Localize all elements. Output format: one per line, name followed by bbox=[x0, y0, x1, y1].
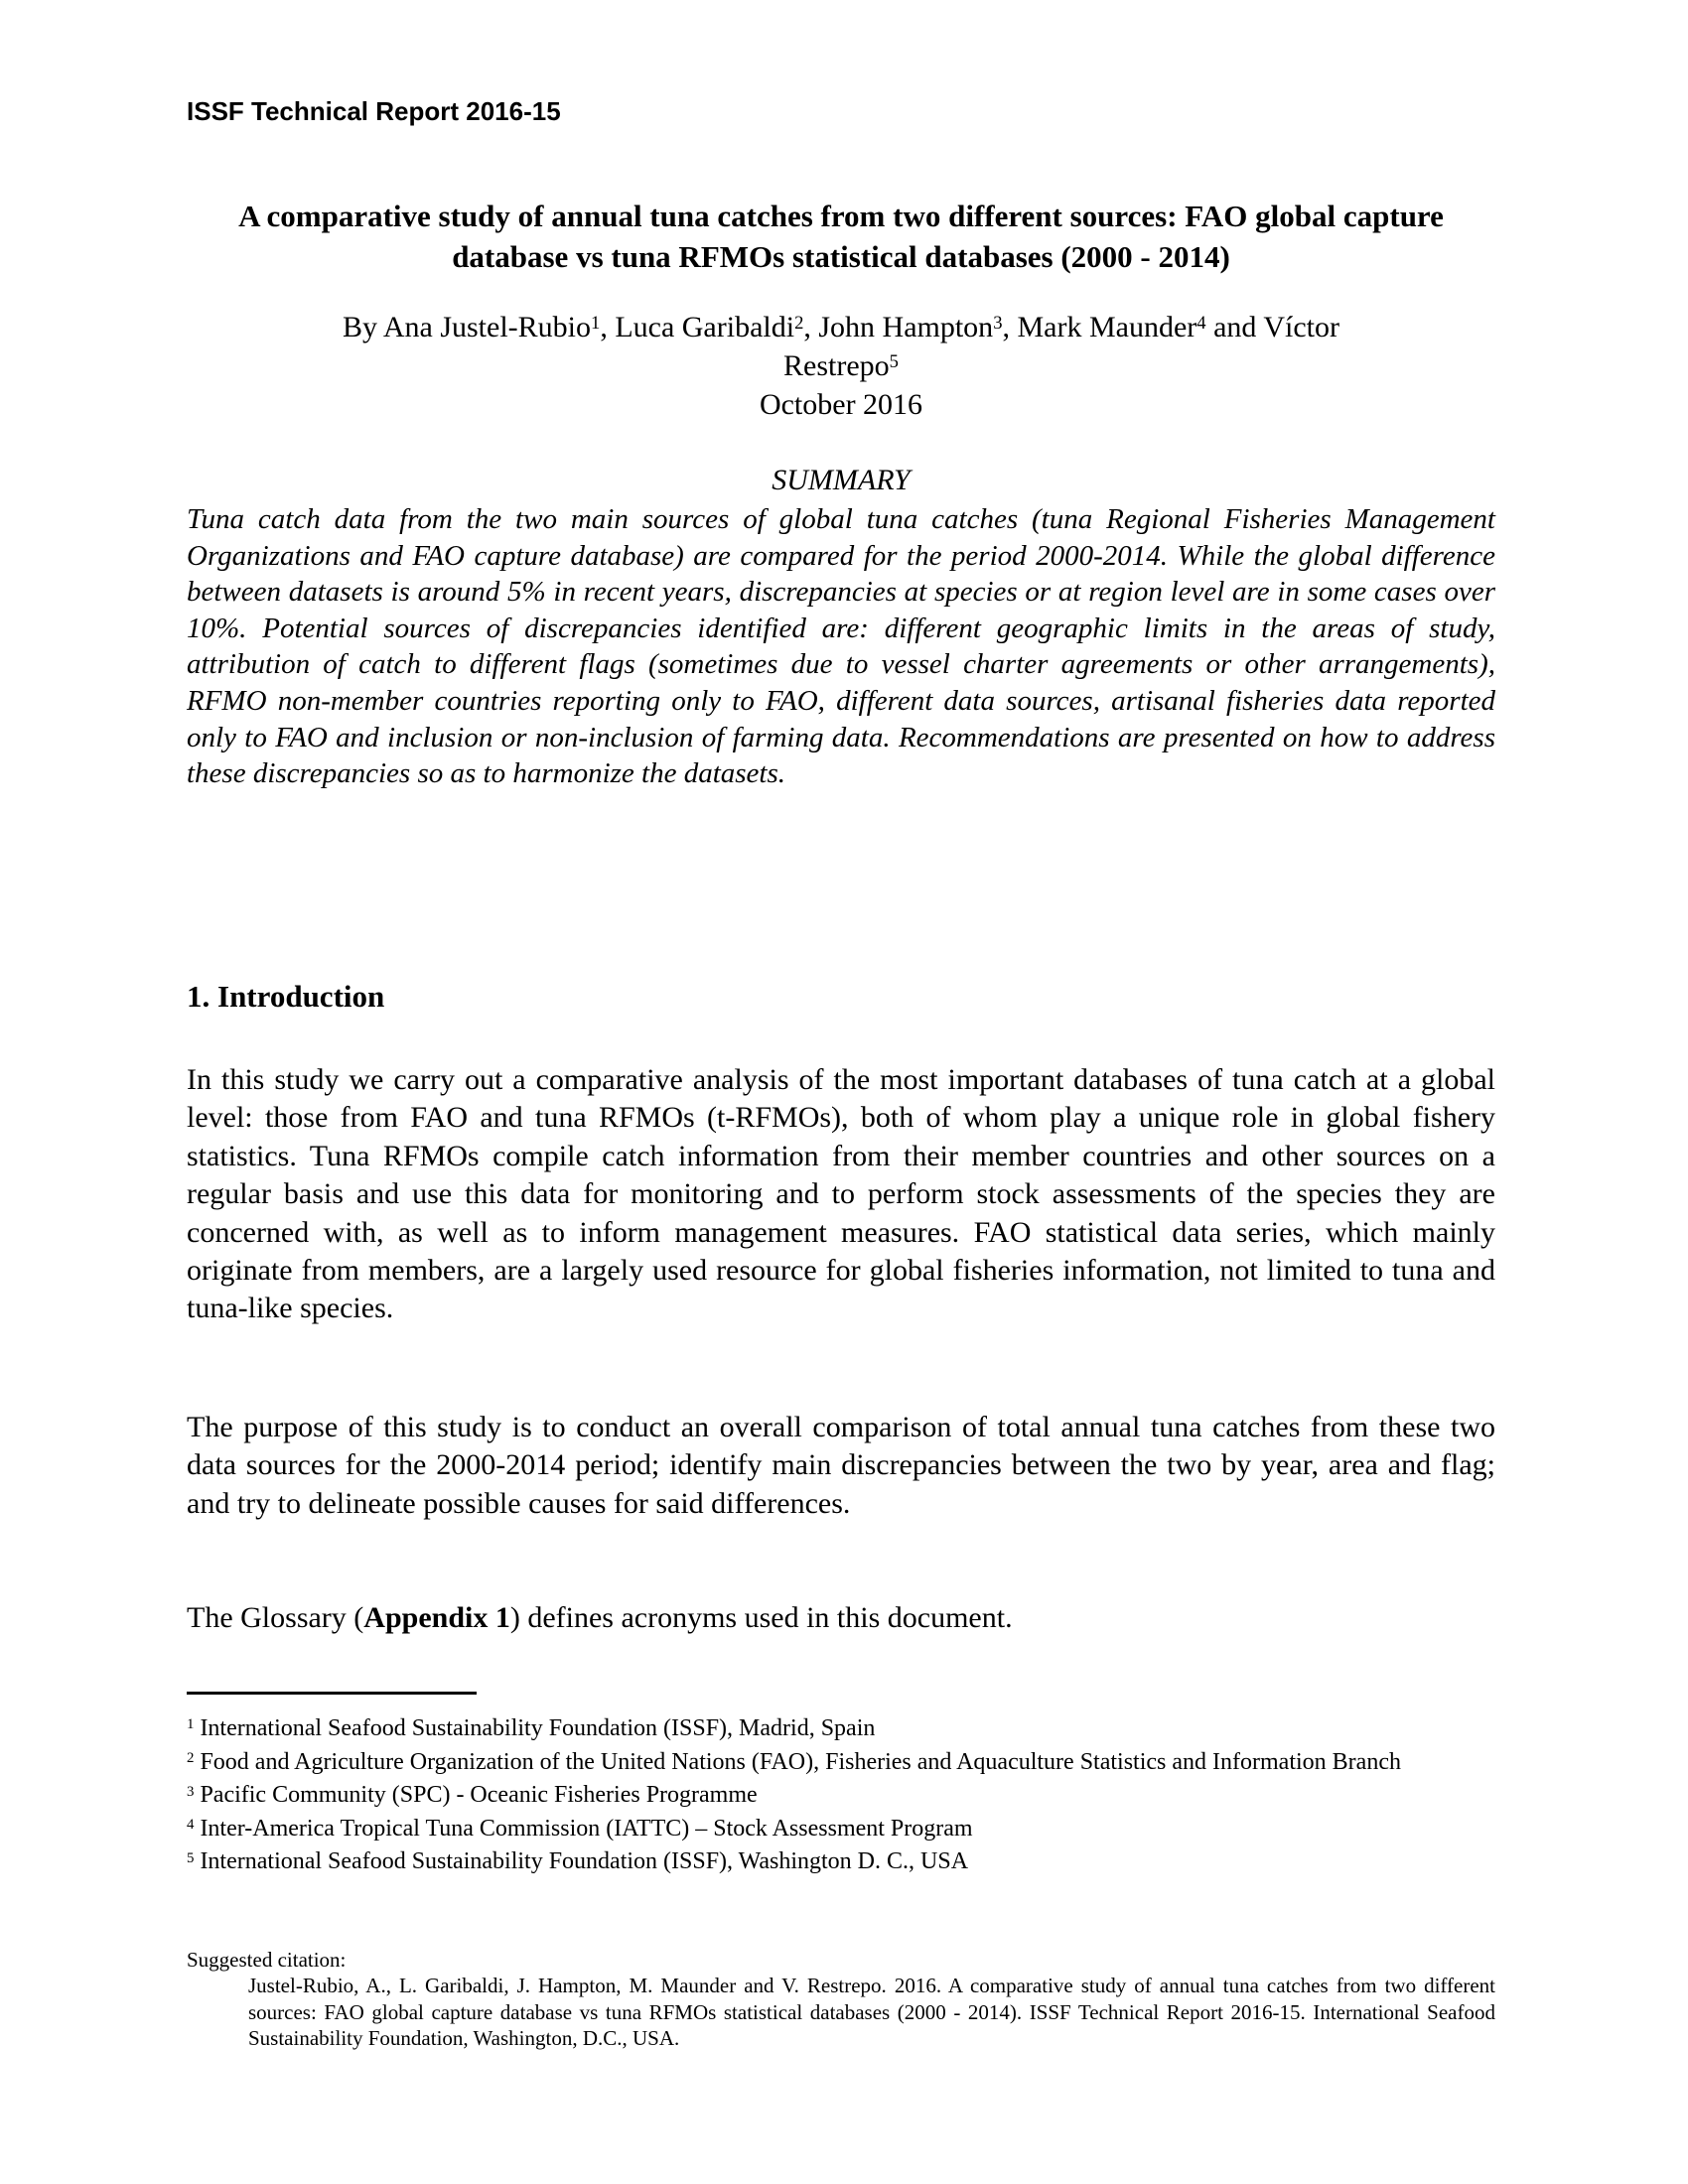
intro-paragraph-1: In this study we carry out a comparative analysis of the most important databases of tuna catch at a global level: those from FAO and tuna RFMOs (t-RFMOs), both of whom play a unique role in global fishery statistics. Tuna RFMOs compile catch information from their member countries and other sources on a regular basis and use this data for monitoring and to perform stock assessments of the species they are concerned with, as well as to inform management measures. FAO statistical data series, which mainly originate from members, are a largely used resource for global fisheries information, not limited to tuna and tuna-like species. bbox=[187, 1063, 1495, 1325]
footnote-marker: 4 bbox=[187, 1817, 195, 1834]
footnote-item: $^2$ Food and Agriculture Organization of the United Nations (FAO), Fisheries and Aquaculture Statistics and Information Branch bbox=[187, 1748, 1401, 1775]
text-run: and Víctor bbox=[1205, 311, 1339, 343]
authors-line-2 bbox=[187, 346, 1495, 385]
superscript-ref: 4 bbox=[1196, 312, 1206, 334]
footnote-item: $^3$ Pacific Community (SPC) - Oceanic Fisheries Programme bbox=[187, 1782, 758, 1809]
footnotes-list bbox=[187, 1712, 1495, 1879]
suggested-citation-label: Suggested citation: bbox=[187, 1948, 347, 1972]
text-run: , John Hampton bbox=[803, 311, 994, 343]
footnote-item: $^1$ International Seafood Sustainability Foundation (ISSF), Madrid, Spain bbox=[187, 1715, 876, 1741]
footnote-marker: 2 bbox=[187, 1749, 195, 1766]
footnote-marker: 3 bbox=[187, 1783, 195, 1800]
text-run: By Ana Justel-Rubio bbox=[343, 311, 592, 343]
text-run: , Mark Maunder bbox=[1002, 311, 1197, 343]
text-run: The Glossary ( bbox=[187, 1601, 364, 1634]
glossary-note bbox=[187, 1599, 1495, 1637]
section-heading-introduction: 1. Introduction bbox=[187, 979, 385, 1014]
text-run: Restrepo bbox=[783, 349, 890, 382]
superscript-ref: 2 bbox=[794, 312, 804, 334]
footnote-marker: 5 bbox=[187, 1849, 195, 1866]
superscript-ref: 1 bbox=[591, 312, 601, 334]
authors-block bbox=[187, 308, 1495, 424]
summary-paragraph: Tuna catch data from the two main sources of global tuna catches (tuna Regional Fisheries Management Organizations and FAO capture database) are compared for the period 2000-2014. While the global difference between datasets is around 5% in recent years, discrepancies at species or at region level are in some cases over 10%. Potential sources of discrepancies identified are: different geographic limits in the areas of study, attribution of catch to different flags (sometimes due to vessel charter agreements or other arrangements), RFMO non-member countries reporting only to FAO, different data sources, artisanal fisheries data reported only to FAO and inclusion or non-inclusion of farming data. Recommendations are presented on how to address these discrepancies so as to harmonize the datasets. bbox=[187, 503, 1495, 790]
superscript-ref: 5 bbox=[889, 350, 899, 372]
footnote-separator-rule bbox=[187, 1692, 477, 1695]
publication-date: October 2016 bbox=[759, 388, 923, 421]
footnote-item: $^4$ Inter-America Tropical Tuna Commission (IATTC) – Stock Assessment Program bbox=[187, 1815, 973, 1842]
superscript-ref: 3 bbox=[993, 312, 1003, 334]
footnote-marker: 1 bbox=[187, 1716, 195, 1733]
summary-heading: SUMMARY bbox=[772, 464, 911, 496]
footnote-item: $^5$ International Seafood Sustainability Foundation (ISSF), Washington D. C., USA bbox=[187, 1848, 969, 1875]
document-title: A comparative study of annual tuna catches from two different sources: FAO global capture database vs tuna RFMOs statistical databases (2000 - 2014) bbox=[238, 199, 1444, 274]
text-run: Appendix 1 bbox=[363, 1601, 510, 1634]
suggested-citation-text: Justel-Rubio, A., L. Garibaldi, J. Hampton, M. Maunder and V. Restrepo. 2016. A comparative study of annual tuna catches from two different sources: FAO global capture database vs tuna RFMOs statistical databases (2000 - 2014). ISSF Technical Report 2016-15. International Seafood Sustainability Foundation, Washington, D.C., USA. bbox=[248, 1974, 1495, 2050]
intro-paragraph-2: The purpose of this study is to conduct an overall comparison of total annual tuna catches from these two data sources for the 2000-2014 period; identify main discrepancies between the two by year, area and flag; and try to delineate possible causes for said differences. bbox=[187, 1411, 1495, 1520]
authors-line-1 bbox=[187, 308, 1495, 346]
text-run: ) defines acronyms used in this document. bbox=[509, 1601, 1013, 1634]
text-run: , Luca Garibaldi bbox=[600, 311, 795, 343]
report-header: ISSF Technical Report 2016-15 bbox=[187, 96, 561, 126]
